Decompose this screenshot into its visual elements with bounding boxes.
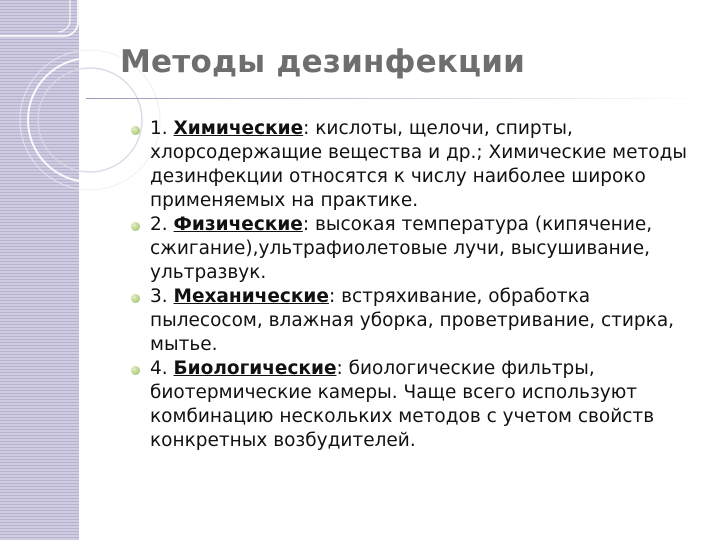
slide-title: Методы дезинфекции	[120, 44, 526, 80]
bullet-icon	[131, 126, 140, 135]
item-text: : встряхивание, обработка пылесосом, влажная уборка, проветривание, стирка, мытье.	[150, 286, 675, 355]
item-term: Биологические	[173, 358, 337, 379]
list-item	[128, 213, 708, 285]
item-number: 1.	[150, 118, 174, 139]
item-number: 4.	[150, 358, 174, 379]
title-divider	[86, 98, 706, 99]
item-number: 2.	[150, 214, 174, 235]
list-item	[128, 285, 708, 357]
item-term: Химические	[173, 118, 304, 139]
list-item	[128, 357, 708, 453]
item-term: Физические	[173, 214, 303, 235]
item-term: Механические	[173, 286, 329, 307]
item-text: : кислоты, щелочи, спирты, хлорсодержащие вещества и др.; Химические методы дезинфекции относятся к числу наиболее широко применяемых на практике.	[150, 118, 687, 211]
bullet-icon	[131, 366, 140, 375]
bullet-icon	[131, 294, 140, 303]
list-item	[128, 117, 708, 213]
item-number: 3.	[150, 286, 174, 307]
item-text: : высокая температура (кипячение, сжигание),ультрафиолетовые лучи, высушивание, ультразвук.	[150, 214, 653, 283]
item-text: : биологические фильтры, биотермические камеры. Чаще всего используют комбинацию нескольких методов с учетом свойств конкретных возбудителей.	[150, 358, 655, 451]
bullet-icon	[131, 222, 140, 231]
methods-list	[128, 117, 708, 453]
